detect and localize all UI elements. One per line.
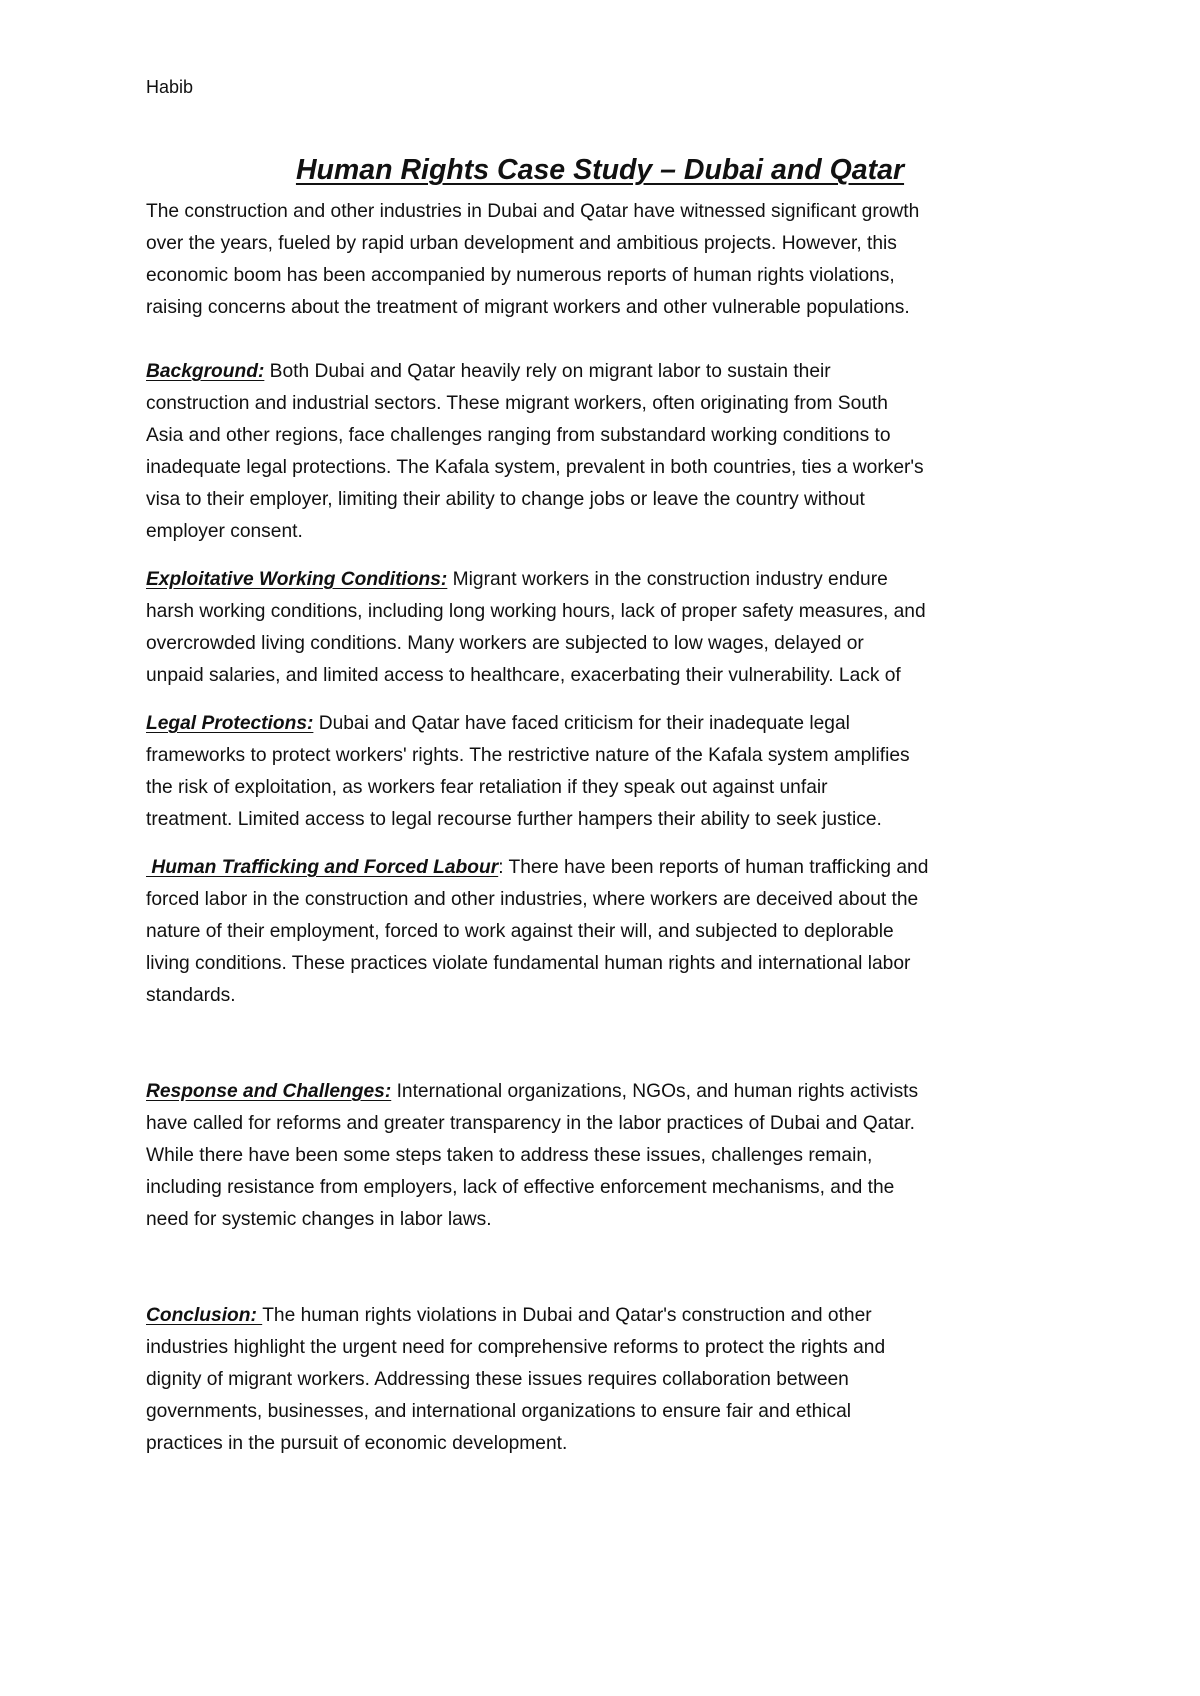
paragraph-text: The human rights violations in Dubai and Qatar's construction and other [262,1305,872,1326]
paragraph-line: standards. [146,985,236,1006]
paragraph-line: The construction and other industries in Dubai and Qatar have witnessed significant growth [146,201,920,222]
paragraph-line: construction and industrial sectors. These migrant workers, often originating from South [146,393,888,414]
paragraph-line: frameworks to protect workers' rights. The restrictive nature of the Kafala system amplifies [146,745,910,766]
paragraph-line: need for systemic changes in labor laws. [146,1209,492,1230]
section-heading-background: Background: [146,361,265,382]
paragraph-line: harsh working conditions, including long working hours, lack of proper safety measures, and [146,601,926,622]
section-heading-legal: Legal Protections: [146,713,314,734]
paragraph-line: visa to their employer, limiting their ability to change jobs or leave the country without [146,489,865,510]
paragraph-line: the risk of exploitation, as workers fear retaliation if they speak out against unfair [146,777,828,798]
section-heading-response: Response and Challenges: [146,1081,392,1102]
paragraph-line: over the years, fueled by rapid urban development and ambitious projects. However, this [146,233,897,254]
paragraph-line: inadequate legal protections. The Kafala system, prevalent in both countries, ties a worker's [146,457,924,478]
intro-paragraph [146,196,1066,324]
conclusion-paragraph [146,1300,1066,1460]
paragraph-line: While there have been some steps taken to address these issues, challenges remain, [146,1145,873,1166]
paragraph-first-line [146,356,1066,388]
paragraph-first-line [146,564,1066,596]
paragraph-line: overcrowded living conditions. Many workers are subjected to low wages, delayed or [146,633,864,654]
paragraph-text: International organizations, NGOs, and human rights activists [391,1081,919,1102]
paragraph-line: nature of their employment, forced to work against their will, and subjected to deplorable [146,921,894,942]
section-heading-trafficking: Human Trafficking and Forced Labour [146,857,499,878]
paragraph-text: : There have been reports of human trafficking and [498,857,929,878]
paragraph-first-line [146,852,1066,884]
paragraph-first-line [146,708,1066,740]
paragraph-line: industries highlight the urgent need for comprehensive reforms to protect the rights and [146,1337,886,1358]
paragraph-line: economic boom has been accompanied by numerous reports of human rights violations, [146,265,895,286]
section-heading-conclusion: Conclusion: [146,1305,263,1326]
paragraph-line: treatment. Limited access to legal recourse further hampers their ability to seek justice. [146,809,882,830]
paragraph-line: dignity of migrant workers. Addressing these issues requires collaboration between [146,1369,849,1390]
paragraph-first-line [146,1300,1066,1332]
header-author-name: Habib [146,77,194,97]
exploitative-paragraph [146,564,1066,692]
response-paragraph [146,1076,1066,1236]
paragraph-line: living conditions. These practices violate fundamental human rights and international labor [146,953,911,974]
paragraph-text: Dubai and Qatar have faced criticism for their inadequate legal [313,713,850,734]
paragraph-line: raising concerns about the treatment of migrant workers and other vulnerable populations. [146,297,910,318]
paragraph-line: unpaid salaries, and limited access to healthcare, exacerbating their vulnerability. Lack of [146,665,901,686]
paragraph-line: practices in the pursuit of economic development. [146,1433,568,1454]
trafficking-paragraph [146,852,1066,1012]
paragraph-line: forced labor in the construction and other industries, where workers are deceived about the [146,889,919,910]
paragraph-text: Both Dubai and Qatar heavily rely on migrant labor to sustain their [264,361,831,382]
paragraph-line: employer consent. [146,521,303,542]
document-title: Human Rights Case Study – Dubai and Qatar [295,154,905,186]
paragraph-line: governments, businesses, and international organizations to ensure fair and ethical [146,1401,852,1422]
background-paragraph [146,356,1066,548]
section-heading-exploitative: Exploitative Working Conditions: [146,569,448,590]
paragraph-line: Asia and other regions, face challenges ranging from substandard working conditions to [146,425,891,446]
paragraph-line: have called for reforms and greater transparency in the labor practices of Dubai and Qatar. [146,1113,915,1134]
paragraph-first-line [146,1076,1066,1108]
legal-paragraph [146,708,1066,836]
paragraph-text: Migrant workers in the construction industry endure [447,569,888,590]
paragraph-line: including resistance from employers, lack of effective enforcement mechanisms, and the [146,1177,895,1198]
